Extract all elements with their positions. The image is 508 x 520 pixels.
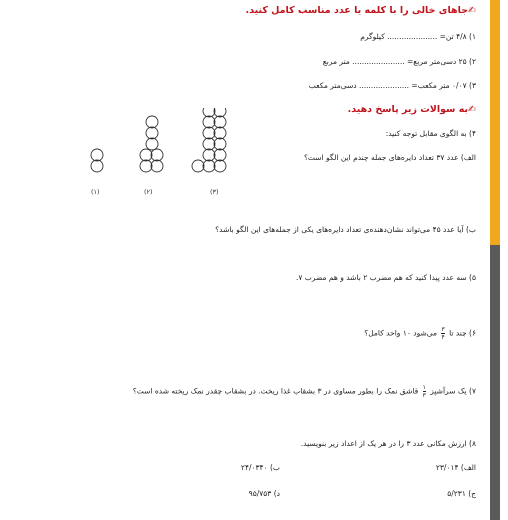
q4-line: ۴) به الگوی مقابل توجه کنید: (385, 129, 476, 138)
q1-line: ۱) ۴/۸ تن= ..................... کیلوگرم (360, 32, 476, 41)
page-sidebar (484, 0, 508, 520)
pattern-circle (214, 127, 226, 139)
pattern-circle (146, 138, 158, 150)
sidebar-accent-yellow (490, 0, 500, 245)
q4a-line: الف) عدد ۳۷ تعداد دایره‌های جمله چندم این الگو است؟ (303, 153, 476, 162)
q5-line: ۵) سه عدد پیدا کنید که هم مضرب ۲ باشد و هم مضرب ۷. (295, 273, 476, 282)
pattern-circle (151, 160, 163, 172)
q2-line: ۲) ۲۵ دسی‌متر مربع= ...................... متر مربع (322, 57, 476, 66)
figure-label-3: (۳) (210, 188, 219, 196)
q3-line: ۳) ۰/۰۷ متر مکعب= ..................... دسی‌متر مکعب (308, 81, 476, 90)
q8-line: ۸) ارزش مکانی عدد ۳ را در هر یک از اعداد زیر بنویسید. (300, 439, 476, 448)
q8-item-a: الف) ۲۳/۰۱۴ (435, 463, 476, 472)
pattern-circle (192, 160, 204, 172)
q6-text-pre: ۶) چند تا (449, 328, 476, 338)
q7-text-post: قاشق نمک را بطور مساوی در ۳ بشقاب غذا ریخت. در بشقاب چقدر نمک ریخته شده است؟ (132, 386, 419, 396)
pattern-circle (214, 116, 226, 128)
section1-title: ✍جاهای خالی را با کلمه یا عدد مناسب کامل کنید. (245, 5, 476, 16)
pattern-circle (203, 116, 215, 128)
q6-text-post: می‌شود ۱۰ واحد کامل؟ (364, 328, 438, 338)
section2-title: ✍به سوالات زیر پاسخ دهید. (347, 104, 476, 115)
pattern-circle (140, 149, 152, 161)
circle-pattern-figure (80, 108, 240, 178)
pattern-circle (203, 138, 215, 150)
pattern-circle (140, 160, 152, 172)
q6-line (364, 326, 476, 341)
q7-text-pre: ۷) یک سرآشپز (430, 386, 476, 396)
q8-item-d: د) ۹۵/۷۵۳ (248, 489, 280, 498)
pattern-circle (203, 127, 215, 139)
q4b-line: ب) آیا عدد ۴۵ می‌تواند نشان‌دهنده‌ی تعداد دایره‌های یکی از جمله‌های این الگو باشد؟ (215, 225, 476, 234)
figure-label-2: (۲) (144, 188, 153, 196)
q7-numerator: ۱ (422, 384, 426, 391)
pattern-circle (146, 127, 158, 139)
q7-denominator: ۳ (422, 392, 426, 399)
q6-numerator: ۳ (441, 326, 445, 333)
pattern-circle (214, 138, 226, 150)
q7-line (133, 384, 476, 399)
q7-fraction (423, 384, 426, 399)
q8-item-b: ب) ۲۴/۰۳۴۰ (240, 463, 280, 472)
pattern-circle (151, 149, 163, 161)
q6-fraction (441, 326, 444, 341)
pattern-circle (203, 160, 215, 172)
q8-item-c: ج) ۵/۲۳۱ (447, 489, 476, 498)
sidebar-accent-gray (490, 245, 500, 520)
pattern-circle (214, 149, 226, 161)
pattern-circle (214, 160, 226, 172)
pattern-circle (146, 116, 158, 128)
figure-label-1: (۱) (91, 188, 100, 196)
q6-denominator: ۴ (441, 334, 445, 341)
pattern-circle (203, 149, 215, 161)
pattern-circle (91, 149, 103, 161)
pattern-circle (91, 160, 103, 172)
